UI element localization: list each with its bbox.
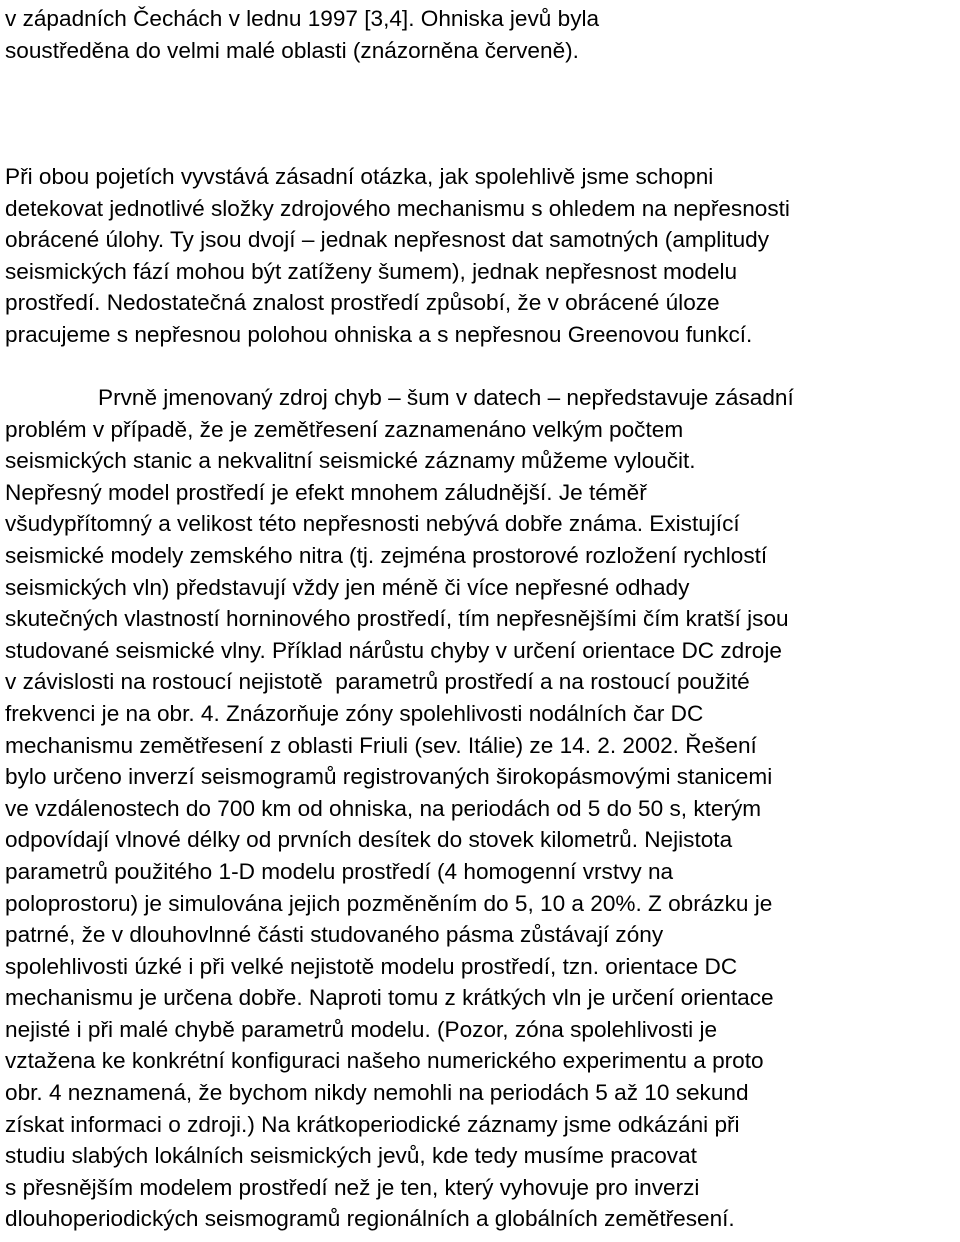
text-line: studiu slabých lokálních seismických jevů, kde tedy musíme pracovat [5, 1143, 697, 1169]
text-line: soustředěna do velmi malé oblasti (znázorněna červeně). [5, 37, 579, 63]
text-line: prostředí. Nedostatečná znalost prostředí způsobí, že v obrácené úloze [5, 290, 720, 316]
text-line: seismických fází mohou být zatíženy šumem), jednak nepřesnost modelu [5, 258, 738, 284]
text-line: detekovat jednotlivé složky zdrojového mechanismu s ohledem na nepřesnosti [5, 195, 790, 221]
text-line: ve vzdálenostech do 700 km od ohniska, na periodách od 5 do 50 s, kterým [5, 795, 762, 821]
text-line: spolehlivosti úzké i při velké nejistotě modelu prostředí, tzn. orientace DC [5, 953, 738, 979]
text-line: všudypřítomný a velikost této nepřesnosti nebývá dobře známa. Existující [5, 511, 740, 537]
text-line: mechanismu zemětřesení z oblasti Friuli (sev. Itálie) ze 14. 2. 2002. Řešení [5, 732, 757, 758]
text-line: seismických vln) představují vždy jen méně či více nepřesné odhady [5, 574, 690, 600]
text-line: bylo určeno inverzí seismogramů registrovaných širokopásmovými stanicemi [5, 764, 773, 790]
text-line: dlouhoperiodických seismogramů regionálních a globálních zemětřesení. [5, 1206, 735, 1232]
text-line: pracujeme s nepřesnou polohou ohniska a s nepřesnou Greenovou funkcí. [5, 321, 753, 347]
text-line: nejisté i při malé chybě parametrů modelu. (Pozor, zóna spolehlivosti je [5, 1016, 718, 1042]
text-line: obrácené úlohy. Ty jsou dvojí – jednak nepřesnost dat samotných (amplitudy [5, 227, 770, 253]
paragraph-inverse-problem-uncertainty [5, 161, 960, 351]
text-line: získat informaci o zdroji.) Na krátkoperiodické záznamy jsme odkázáni při [5, 1111, 740, 1137]
text-line: Prvně jmenovaný zdroj chyb – šum v datech – nepředstavuje zásadní [98, 385, 794, 410]
text-line: v západních Čechách v lednu 1997 [3,4]. Ohniska jevů byla [5, 6, 600, 31]
text-line: parametrů použitého 1-D modelu prostředí (4 homogenní vrstvy na [5, 858, 674, 884]
text-line: obr. 4 neznamená, že bychom nikdy nemohli na periodách 5 až 10 sekund [5, 1080, 749, 1106]
paragraph-continuation [5, 3, 960, 66]
text-line: odpovídají vlnové délky od prvních desítek do stovek kilometrů. Nejistota [5, 827, 733, 853]
text-line: problém v případě, že je zemětřesení zaznamenáno velkým počtem [5, 416, 684, 442]
text-line: Při obou pojetích vyvstává zásadní otázka, jak spolehlivě jsme schopni [5, 164, 714, 189]
text-line: v závislosti na rostoucí nejistotě parametrů prostředí a na rostoucí použité [5, 669, 750, 695]
text-line: patrné, že v dlouhovlnné části studovaného pásma zůstávají zóny [5, 922, 664, 948]
text-line: seismické modely zemského nitra (tj. zejména prostorové rozložení rychlostí [5, 542, 768, 568]
text-line: frekvenci je na obr. 4. Znázorňuje zóny spolehlivosti nodálních čar DC [5, 700, 704, 726]
text-line: Nepřesný model prostředí je efekt mnohem záludnější. Je téměř [5, 479, 647, 505]
text-line: skutečných vlastností horninového prostředí, tím nepřesnějšími čím kratší jsou [5, 606, 789, 632]
text-line: mechanismu je určena dobře. Naproti tomu z krátkých vln je určení orientace [5, 985, 774, 1011]
paragraph-error-sources [5, 382, 960, 1235]
text-line: seismických stanic a nekvalitní seismické záznamy můžeme vyloučit. [5, 448, 696, 474]
text-line: vztažena ke konkrétní konfiguraci našeho numerického experimentu a proto [5, 1048, 764, 1074]
text-line: studované seismické vlny. Příklad nárůstu chyby v určení orientace DC zdroje [5, 637, 782, 663]
text-line: poloprostoru) je simulována jejich pozměněním do 5, 10 a 20%. Z obrázku je [5, 890, 773, 916]
text-line: s přesnějším modelem prostředí než je ten, který vyhovuje pro inverzi [5, 1174, 700, 1200]
